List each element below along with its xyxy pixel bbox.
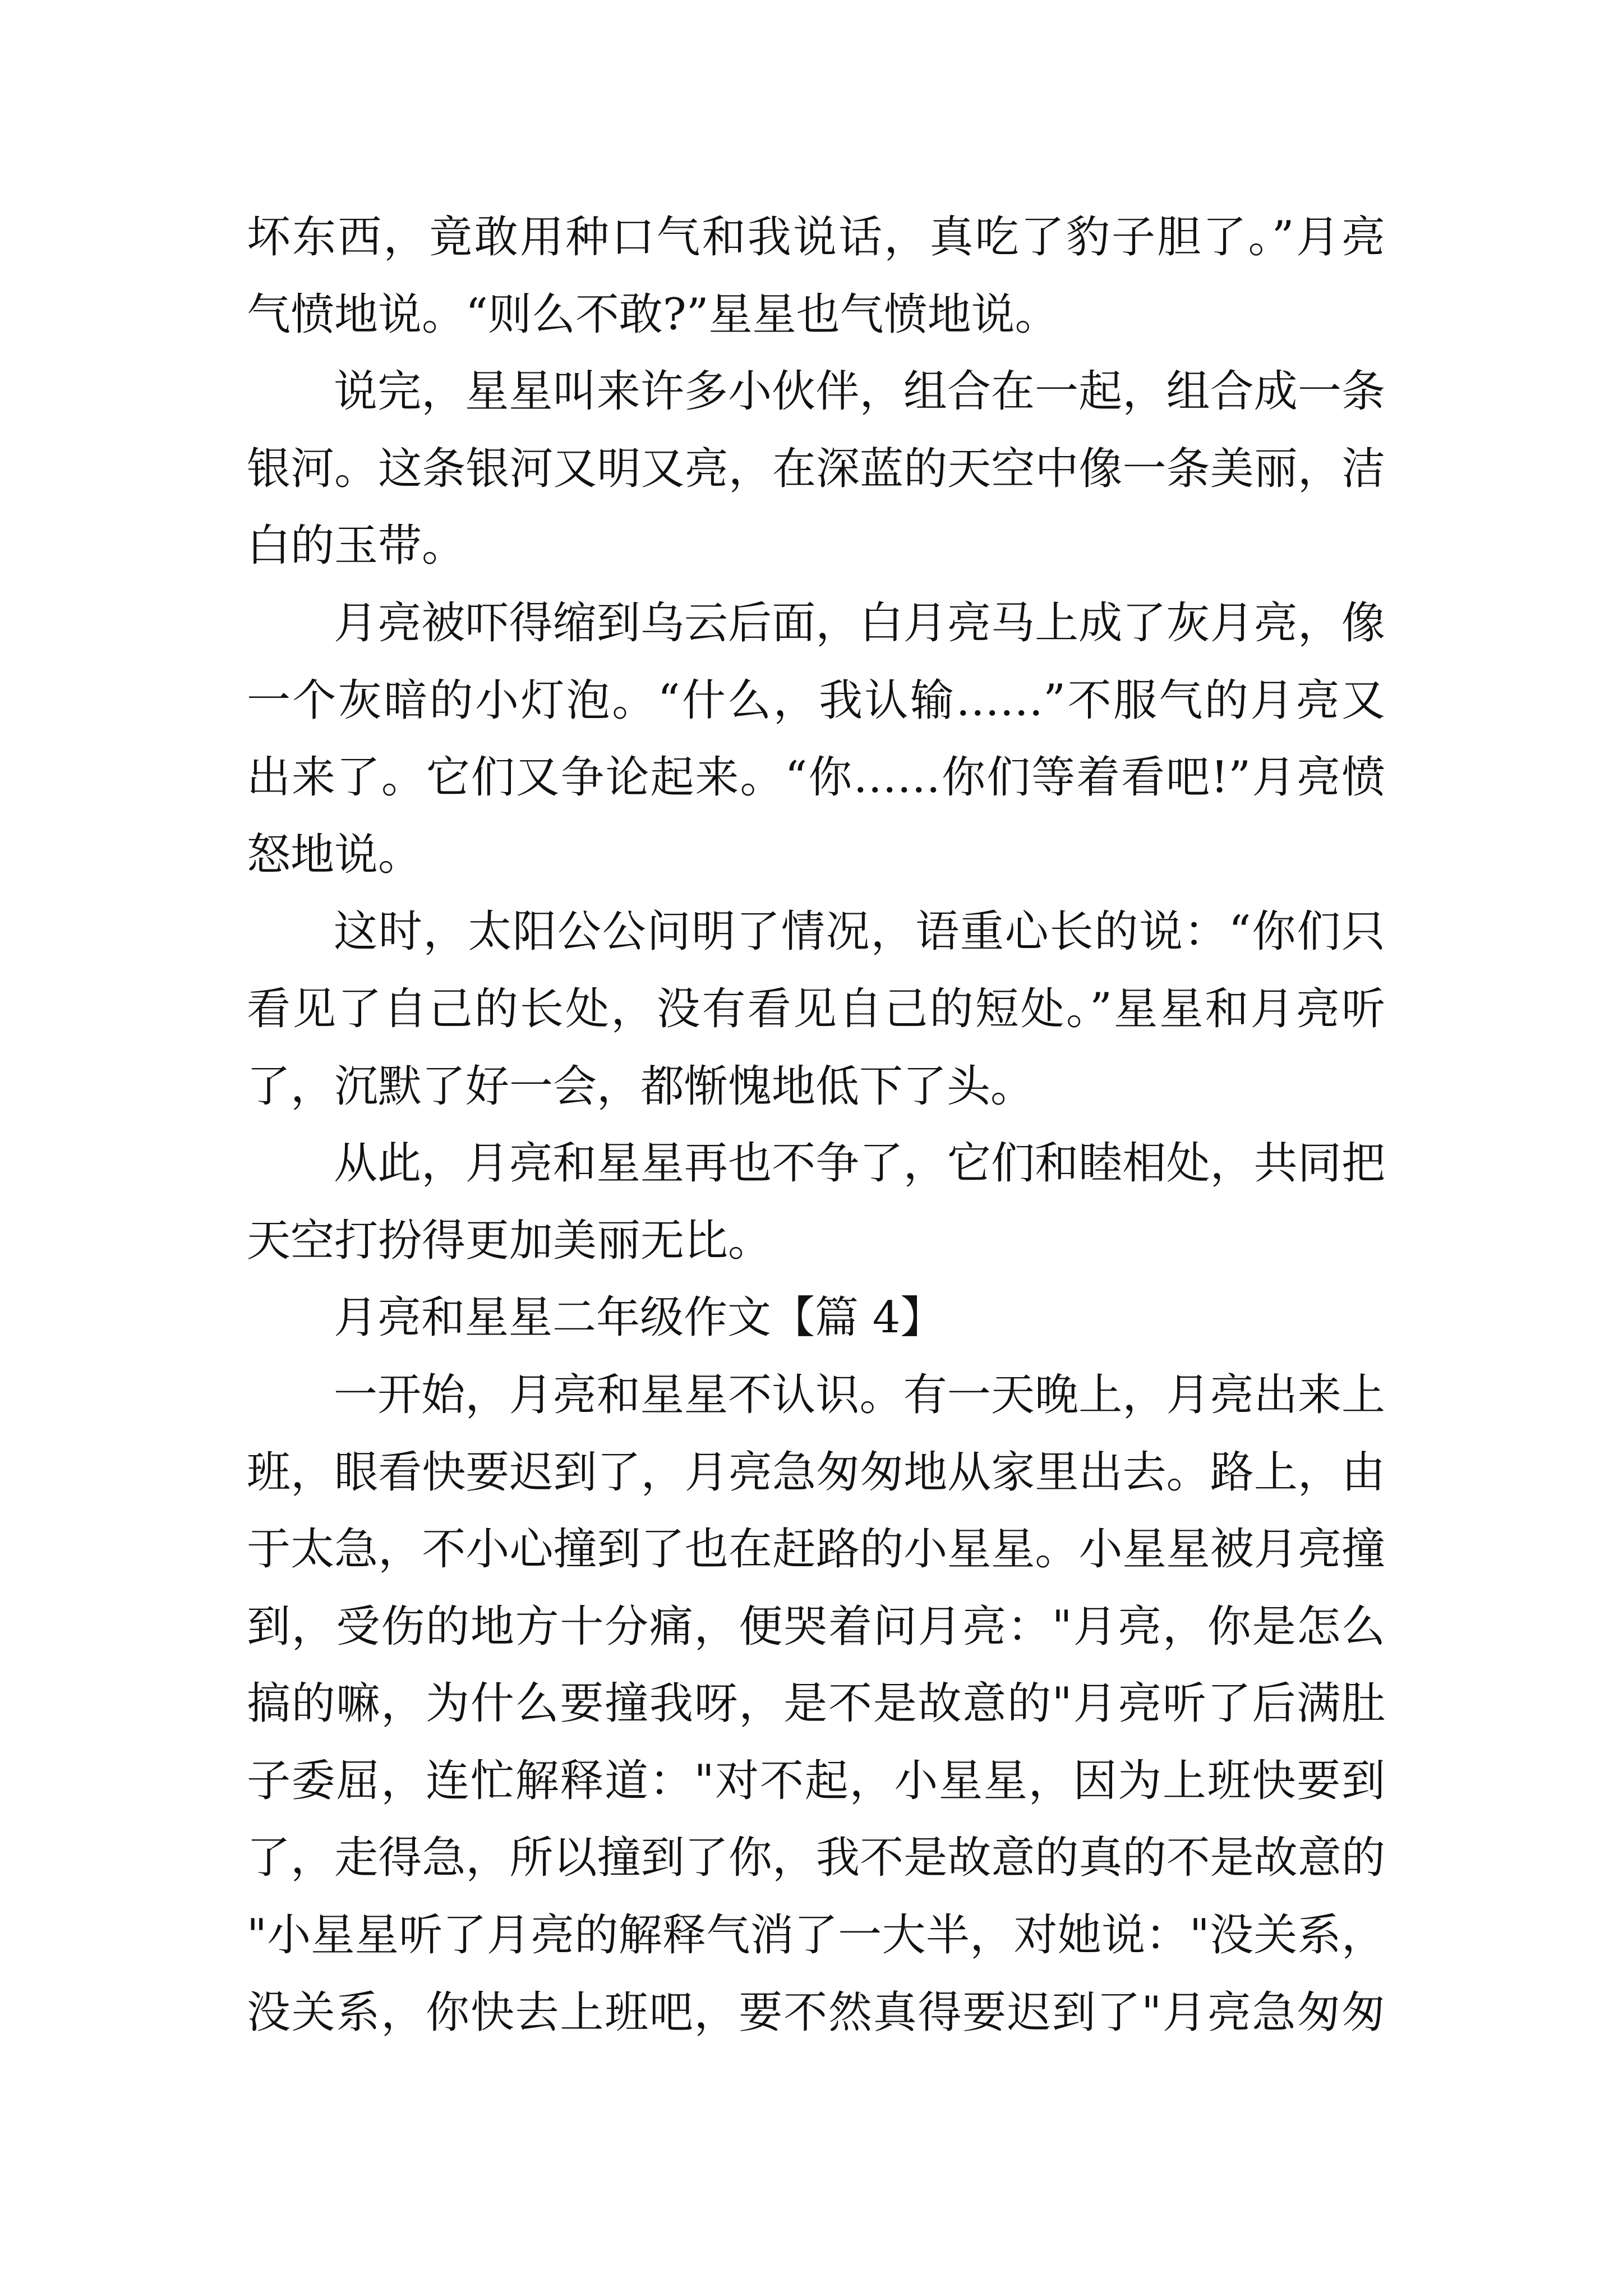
paragraph-start-line: 月亮被吓得缩到乌云后面，白月亮马上成了灰月亮，像 bbox=[334, 597, 1385, 648]
paragraph-start-line: 说完，星星叫来许多小伙伴，组合在一起，组合成一条 bbox=[334, 366, 1385, 417]
text-line: 看见了自己的长处，没有看见自己的短处。”星星和月亮听 bbox=[247, 983, 1385, 1034]
text-line: 天空打扮得更加美丽无比。 bbox=[247, 1215, 772, 1266]
text-line: 怒地说。 bbox=[247, 829, 422, 880]
text-line: 子委屈，连忙解释道："对不起，小星星，因为上班快要到 bbox=[247, 1755, 1385, 1806]
text-line: 没关系，你快去上班吧，要不然真得要迟到了"月亮急匆匆 bbox=[247, 1987, 1385, 2038]
text-line: 了，走得急，所以撞到了你，我不是故意的真的不是故意的 bbox=[247, 1833, 1385, 1884]
text-line: 银河。这条银河又明又亮，在深蓝的天空中像一条美丽，洁 bbox=[247, 443, 1385, 494]
text-line: 于太急，不小心撞到了也在赶路的小星星。小星星被月亮撞 bbox=[247, 1524, 1385, 1575]
section-heading: 月亮和星星二年级作文【篇 4】 bbox=[334, 1292, 944, 1343]
text-line: 一个灰暗的小灯泡。“什么，我认输……”不服气的月亮又 bbox=[247, 675, 1385, 726]
text-line: 班，眼看快要迟到了，月亮急匆匆地从家里出去。路上，由 bbox=[247, 1447, 1385, 1498]
text-line: 坏东西，竟敢用种口气和我说话，真吃了豹子胆了。”月亮 bbox=[247, 212, 1385, 263]
article-body bbox=[247, 199, 1385, 2051]
text-line: 到，受伤的地方十分痛，便哭着问月亮："月亮，你是怎么 bbox=[247, 1601, 1385, 1652]
text-line: 了，沉默了好一会，都惭愧地低下了头。 bbox=[247, 1061, 1035, 1112]
paragraph-start-line: 一开始，月亮和星星不认识。有一天晚上，月亮出来上 bbox=[334, 1369, 1385, 1420]
text-line: 搞的嘛，为什么要撞我呀，是不是故意的"月亮听了后满肚 bbox=[247, 1678, 1385, 1729]
text-line: 白的玉带。 bbox=[247, 521, 466, 572]
text-line: "小星星听了月亮的解释气消了一大半，对她说："没关系， bbox=[247, 1910, 1385, 1961]
paragraph-start-line: 从此，月亮和星星再也不争了，它们和睦相处，共同把 bbox=[334, 1138, 1385, 1189]
paragraph-start-line: 这时，太阳公公问明了情况，语重心长的说：“你们只 bbox=[334, 907, 1385, 958]
text-line: 气愤地说。“则么不敢?”星星也气愤地说。 bbox=[247, 289, 1059, 340]
text-line: 出来了。它们又争论起来。“你……你们等着看吧!”月亮愤 bbox=[247, 752, 1385, 803]
